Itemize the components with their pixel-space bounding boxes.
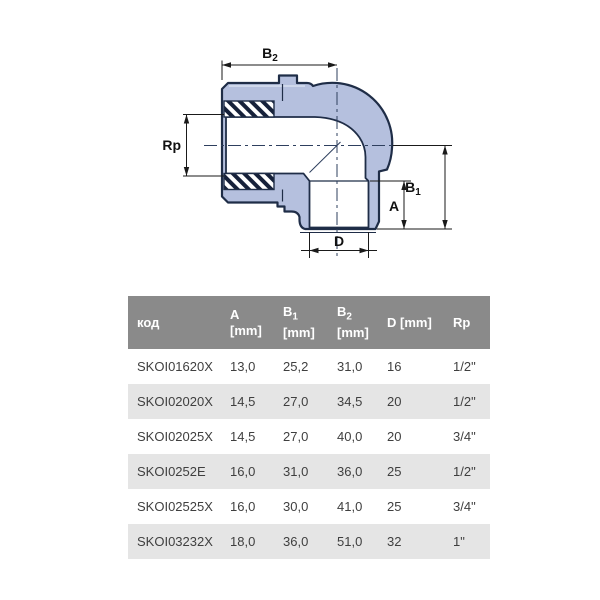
cell-a: 14,5 bbox=[230, 394, 256, 409]
cell-code: SKOI02525X bbox=[137, 499, 213, 514]
cell-code: SKOI0252E bbox=[137, 464, 206, 479]
table-row bbox=[128, 524, 490, 559]
cell-b1: 31,0 bbox=[283, 464, 309, 479]
cell-code: SKOI02020X bbox=[137, 394, 213, 409]
label-rp: Rp bbox=[162, 137, 181, 153]
dimensions-table bbox=[128, 296, 490, 559]
label-b2: $B_2$ bbox=[262, 45, 278, 64]
cell-rp: 1/2" bbox=[453, 359, 476, 374]
cell-d: 32 bbox=[387, 534, 402, 549]
table-row bbox=[128, 384, 490, 419]
thread-section-bottom bbox=[224, 174, 274, 190]
cell-d: 20 bbox=[387, 429, 402, 444]
cell-d: 16 bbox=[387, 359, 402, 374]
table-row bbox=[128, 454, 490, 489]
thread-section-top bbox=[224, 101, 274, 117]
technical-drawing-svg bbox=[0, 0, 600, 290]
label-b1: $B_1$ bbox=[405, 179, 421, 198]
column-header-rp: Rp bbox=[453, 314, 471, 330]
cell-rp: 1/2" bbox=[453, 464, 476, 479]
table-header-row bbox=[128, 296, 490, 349]
cell-b2: 40,0 bbox=[337, 429, 363, 444]
cell-a: 14,5 bbox=[230, 429, 256, 444]
cell-rp: 3/4" bbox=[453, 429, 476, 444]
dimension-rp bbox=[183, 115, 224, 177]
column-header-b1: $B_1$ [mm] bbox=[283, 303, 315, 341]
cell-a: 16,0 bbox=[230, 464, 256, 479]
elbow-fitting-diagram bbox=[0, 0, 600, 295]
cell-b1: 27,0 bbox=[283, 394, 309, 409]
table-row bbox=[128, 419, 490, 454]
column-header-code: код bbox=[137, 314, 160, 330]
label-d: D bbox=[333, 233, 345, 249]
cell-b1: 25,2 bbox=[283, 359, 309, 374]
cell-a: 13,0 bbox=[230, 359, 256, 374]
table-row bbox=[128, 349, 490, 384]
cell-rp: 3/4" bbox=[453, 499, 476, 514]
cell-b2: 31,0 bbox=[337, 359, 363, 374]
cell-rp: 1/2" bbox=[453, 394, 476, 409]
cell-b1: 27,0 bbox=[283, 429, 309, 444]
cell-b2: 51,0 bbox=[337, 534, 363, 549]
column-header-d: D [mm] bbox=[387, 314, 432, 330]
cell-d: 25 bbox=[387, 464, 402, 479]
column-header-b2: $B_2$ [mm] bbox=[337, 303, 369, 341]
column-header-a: A [mm] bbox=[230, 306, 262, 338]
cell-d: 25 bbox=[387, 499, 402, 514]
table-row bbox=[128, 489, 490, 524]
cell-code: SKOI02025X bbox=[137, 429, 213, 444]
label-a: A bbox=[388, 198, 400, 214]
cell-a: 18,0 bbox=[230, 534, 256, 549]
cell-a: 16,0 bbox=[230, 499, 256, 514]
cell-d: 20 bbox=[387, 394, 402, 409]
cell-b1: 30,0 bbox=[283, 499, 309, 514]
cell-b2: 34,5 bbox=[337, 394, 363, 409]
cell-code: SKOI01620X bbox=[137, 359, 213, 374]
cell-rp: 1" bbox=[453, 534, 465, 549]
cell-b2: 41,0 bbox=[337, 499, 363, 514]
cell-code: SKOI03232X bbox=[137, 534, 213, 549]
cell-b1: 36,0 bbox=[283, 534, 309, 549]
cell-b2: 36,0 bbox=[337, 464, 363, 479]
